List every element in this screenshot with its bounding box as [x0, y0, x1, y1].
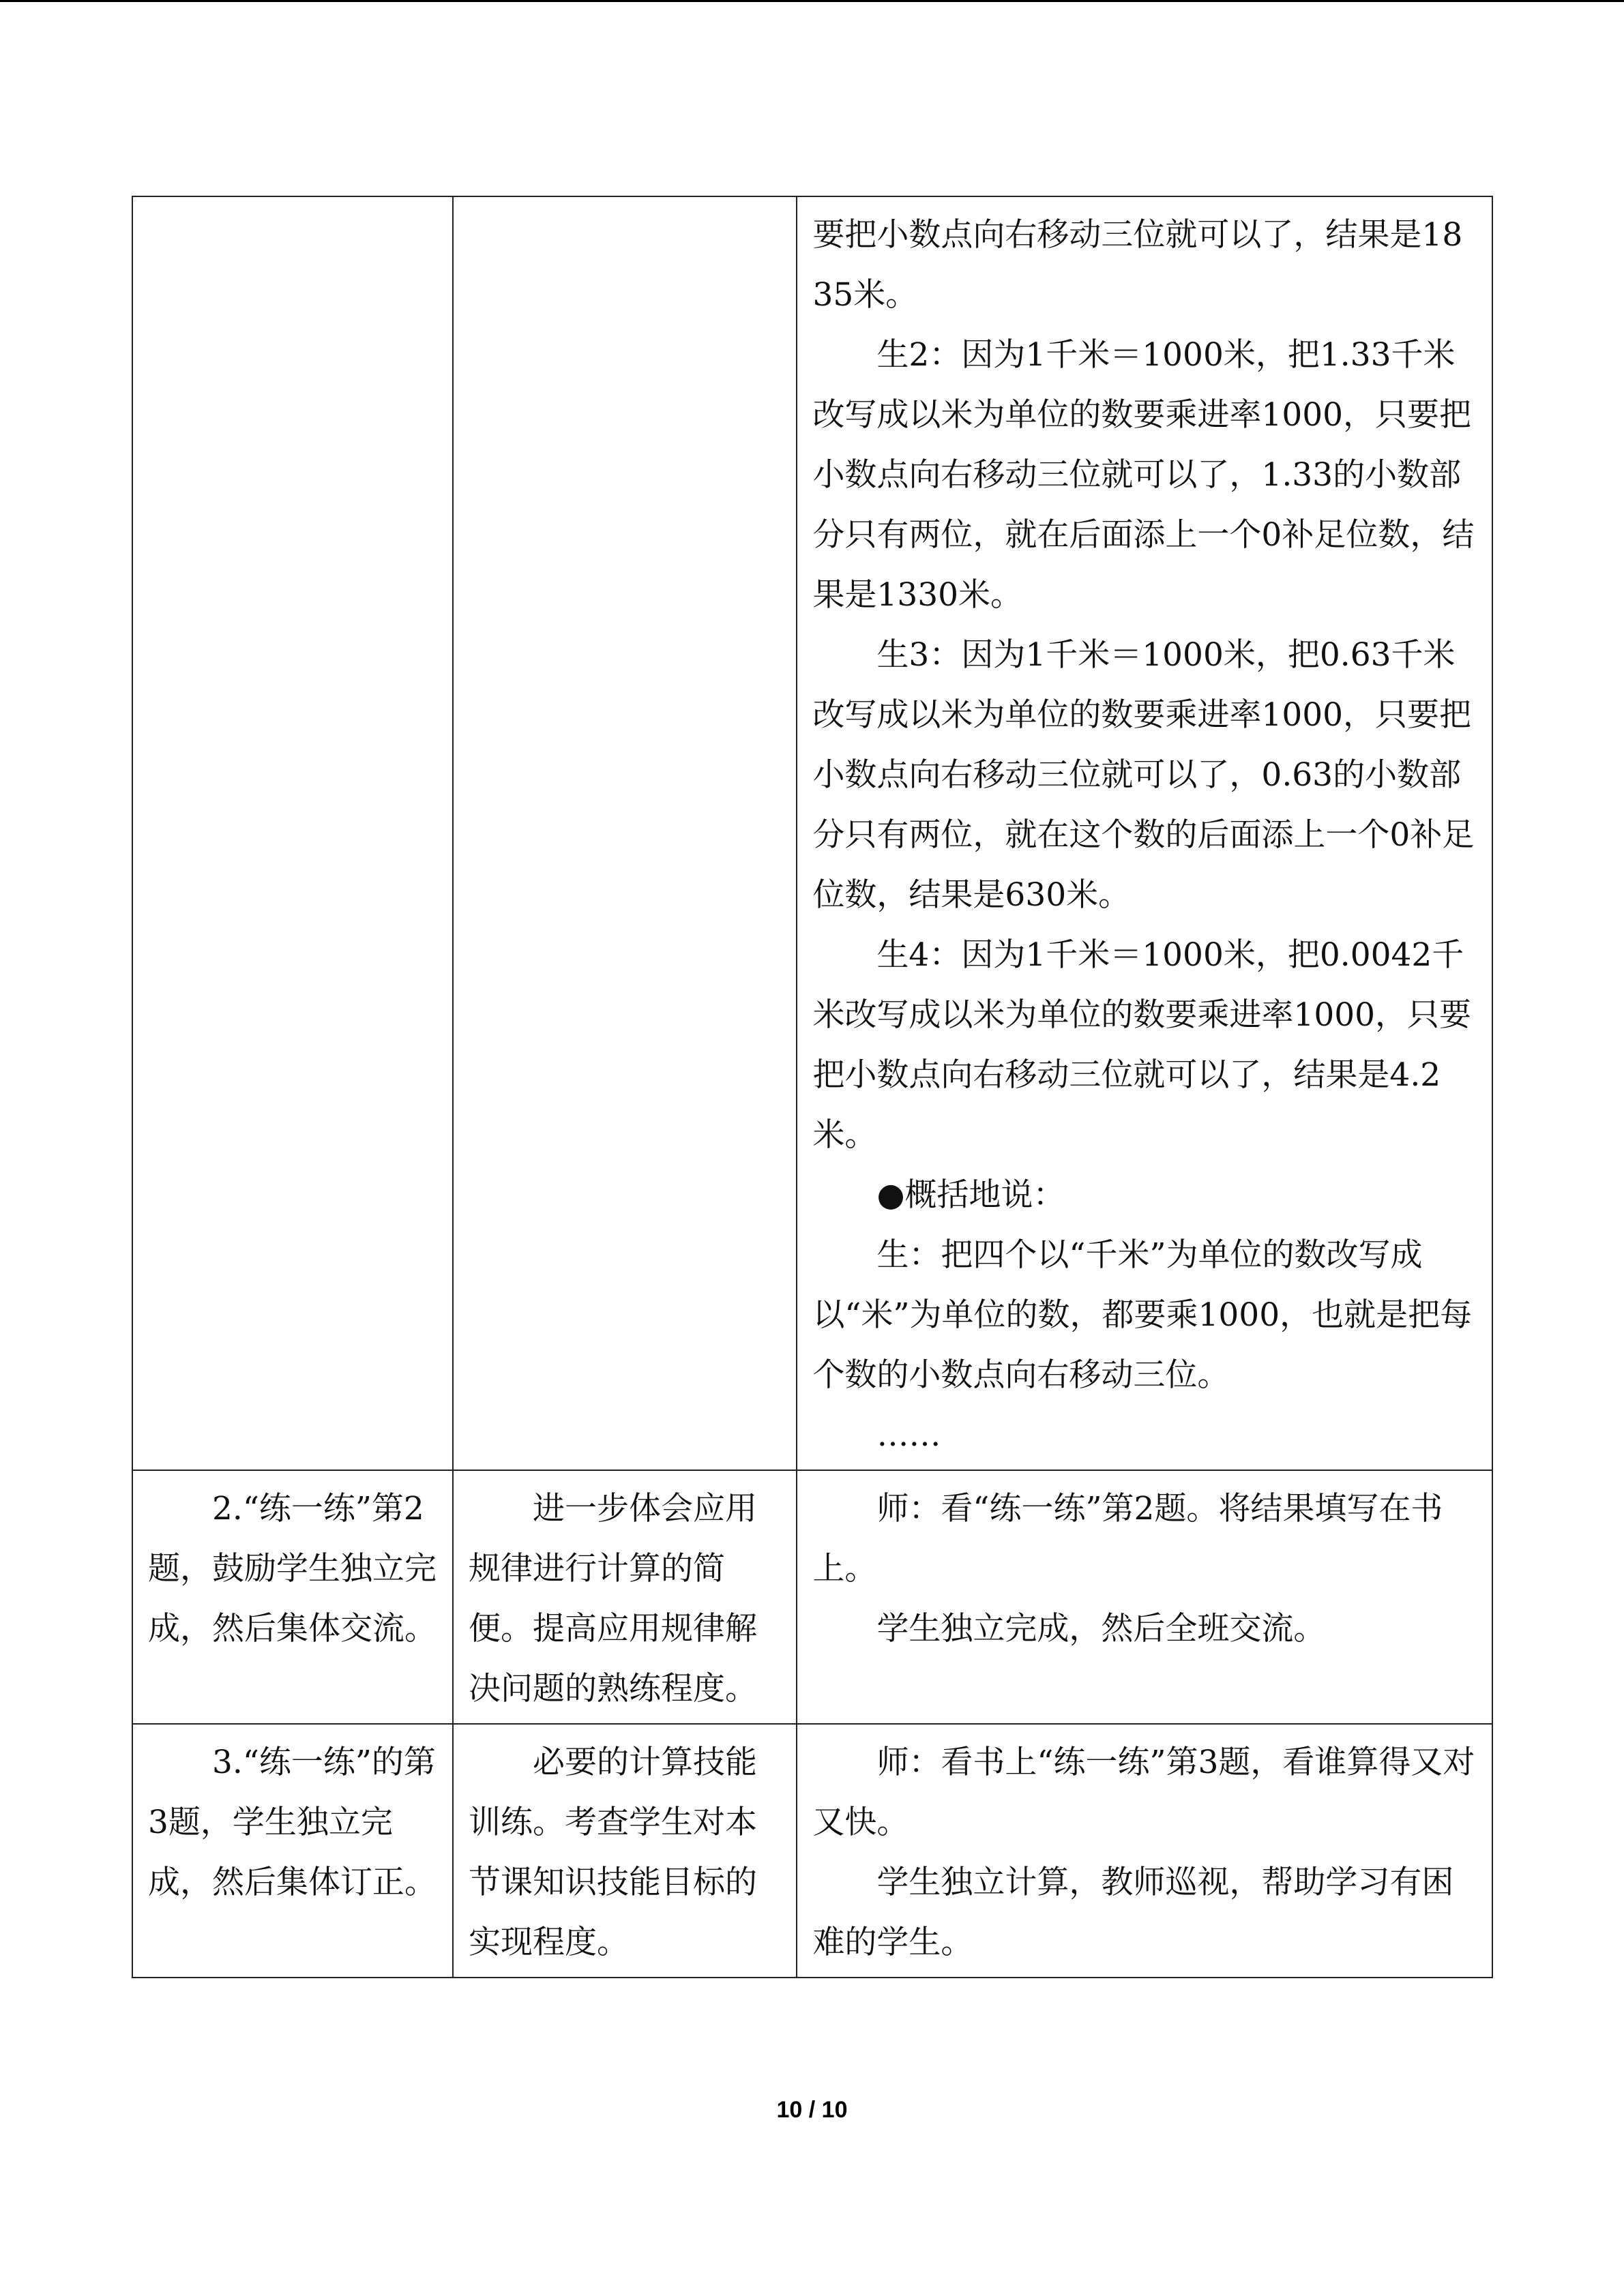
- lesson-plan-table: [132, 196, 1493, 1978]
- activity-cell: [132, 1724, 453, 1978]
- activity-cell: [132, 1470, 453, 1724]
- paragraph: 师：看“练一练”第2题。将结果填写在书上。: [812, 1490, 1443, 1587]
- paragraph: 师：看书上“练一练”第3题，看谁算得又对又快。: [812, 1744, 1475, 1841]
- paragraph: 生：把四个以“千米”为单位的数改写成以“米”为单位的数，都要乘1000，也就是把每个数的小数点向右移动三位。: [812, 1236, 1473, 1394]
- paragraph: 学生独立完成，然后全班交流。: [876, 1610, 1326, 1648]
- intent-cell: [453, 1724, 797, 1978]
- paragraph: ●概括地说：: [876, 1176, 1065, 1214]
- paragraph: 生2：因为1千米＝1000米，把1.33千米改写成以米为单位的数要乘进率1000，只要把小数点向右移动三位就可以了，1.33的小数部分只有两位，就在后面添上一个0补足位数，结果是1330米。: [812, 336, 1475, 614]
- paragraph: 生4：因为1千米＝1000米，把0.0042千米改写成以米为单位的数要乘进率1000，只要把小数点向右移动三位就可以了，结果是4.2米。: [812, 936, 1472, 1154]
- paragraph: 生3：因为1千米＝1000米，把0.63千米改写成以米为单位的数要乘进率1000，只要把小数点向右移动三位就可以了，0.63的小数部分只有两位，就在这个数的后面添上一个0补足位数，结果是630米。: [812, 636, 1475, 914]
- process-cell: [797, 196, 1492, 1470]
- paragraph: 必要的计算技能训练。考查学生对本节课知识技能目标的实现程度。: [469, 1744, 758, 1961]
- paragraph: 要把小数点向右移动三位就可以了，结果是1835米。: [812, 216, 1463, 314]
- paragraph: 学生独立计算，教师巡视，帮助学习有困难的学生。: [812, 1864, 1454, 1961]
- table-row: [132, 1724, 1492, 1978]
- page-top-rule: [0, 0, 1624, 2]
- table-row: [132, 1470, 1492, 1724]
- activity-cell: [132, 196, 453, 1470]
- process-cell: [797, 1470, 1492, 1724]
- paragraph: 进一步体会应用规律进行计算的简便。提高应用规律解决问题的熟练程度。: [469, 1490, 758, 1708]
- intent-cell: [453, 1470, 797, 1724]
- table-row: [132, 196, 1492, 1470]
- paragraph: ……: [876, 1416, 941, 1454]
- intent-cell: [453, 196, 797, 1470]
- process-cell: [797, 1724, 1492, 1978]
- paragraph: 2.“练一练”第2题，鼓励学生独立完成，然后集体交流。: [148, 1490, 437, 1648]
- paragraph: 3.“练一练”的第3题，学生独立完成，然后集体订正。: [148, 1744, 437, 1901]
- page-number: 10 / 10: [776, 2097, 848, 2123]
